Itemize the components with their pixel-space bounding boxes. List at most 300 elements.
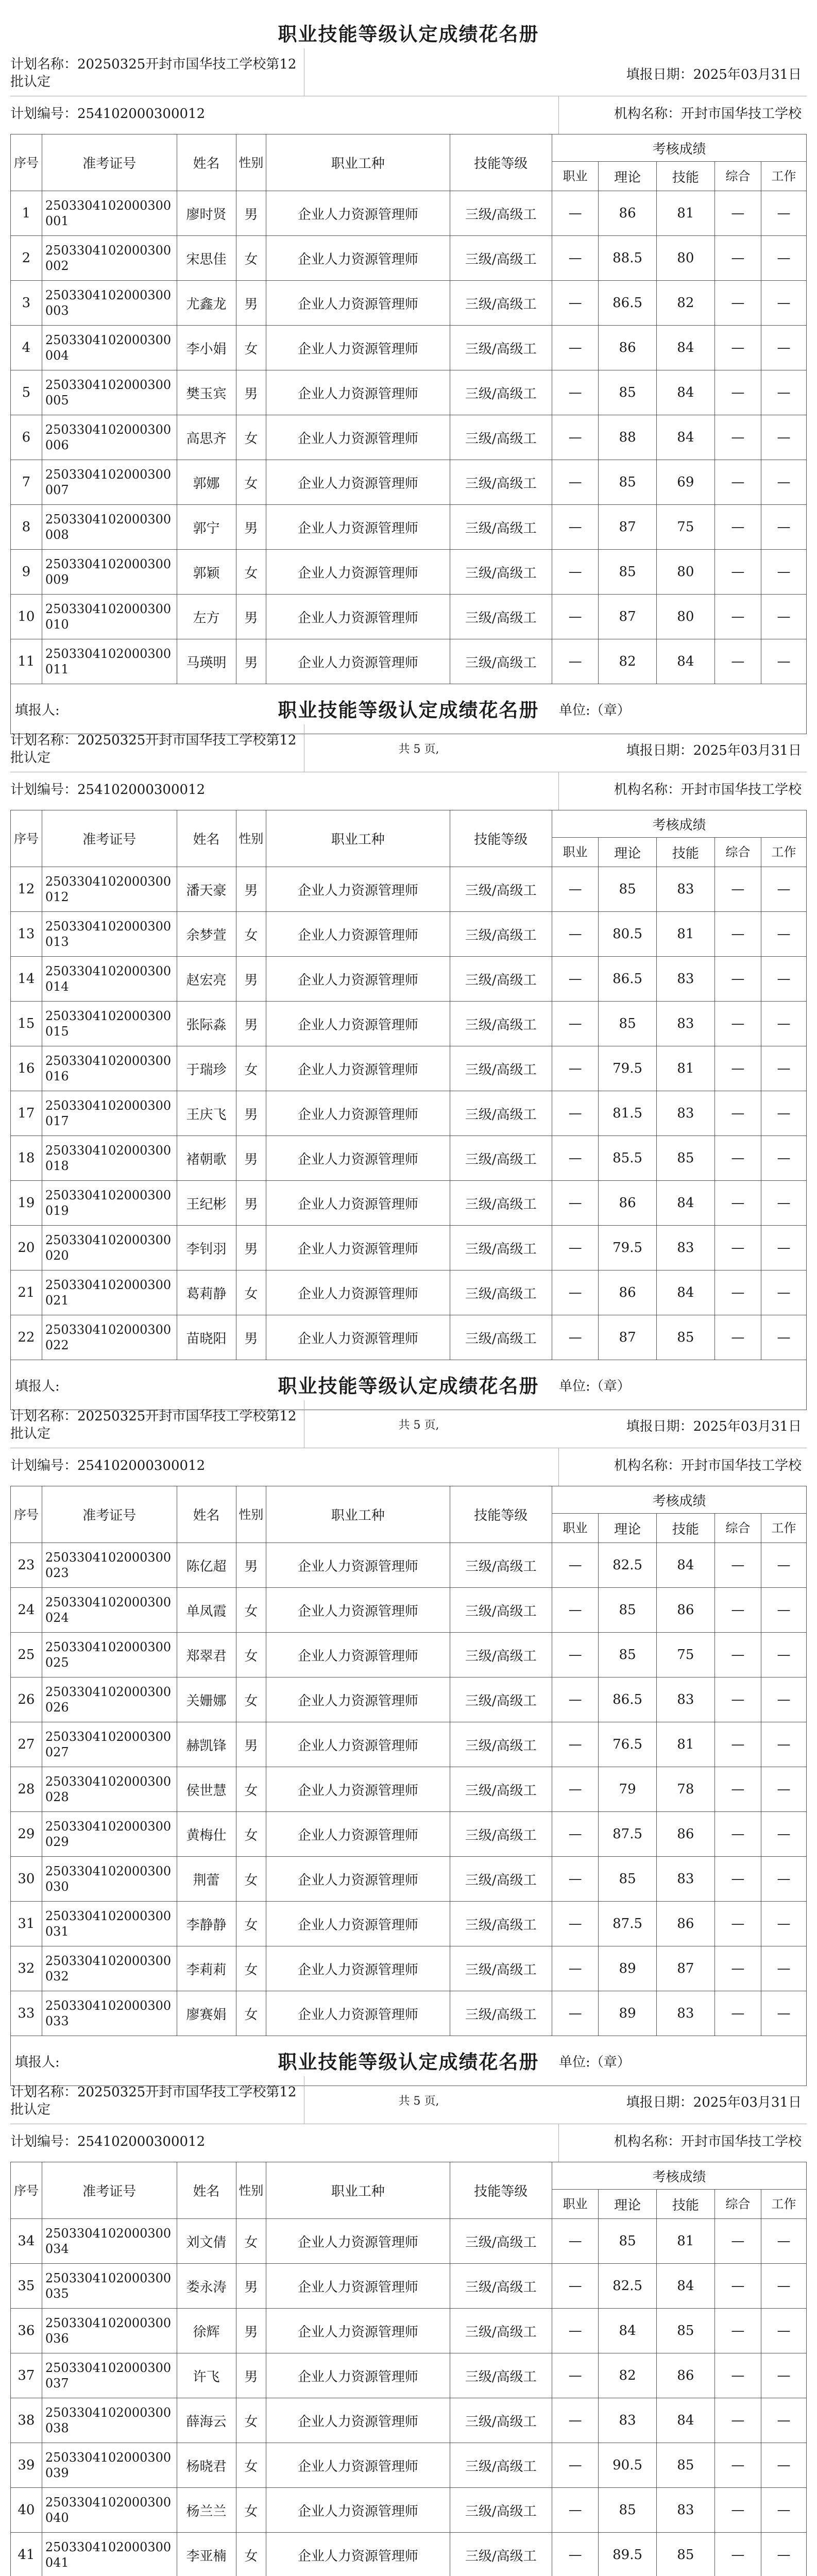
header-theory: 理论 [599, 838, 657, 867]
table-row [11, 912, 807, 957]
cell-seq: 8 [11, 505, 42, 550]
table-row [11, 595, 807, 639]
cell-career-score: — [552, 1633, 599, 1677]
cell-seq: 11 [11, 639, 42, 684]
cell-name: 刘文倩 [177, 2219, 236, 2264]
cell-level: 三级/高级工 [450, 2219, 552, 2264]
cell-seq: 10 [11, 595, 42, 639]
cell-theory-score: 85 [599, 1857, 657, 1902]
roster-sheet-page-1 [10, 0, 807, 765]
cell-seq: 15 [11, 1002, 42, 1046]
cell-level: 三级/高级工 [450, 1991, 552, 2036]
cell-name: 高思齐 [177, 415, 236, 460]
cell-seq: 40 [11, 2488, 42, 2533]
cell-comprehensive-score: — [714, 550, 761, 595]
cell-theory-score: 80.5 [599, 912, 657, 957]
cell-ticket: 2503304102000300004 [42, 326, 177, 370]
cell-name: 张际淼 [177, 1002, 236, 1046]
cell-skill-score: 86 [656, 1812, 714, 1857]
cell-work-score: — [761, 1226, 806, 1270]
cell-skill-score: 87 [656, 1946, 714, 1991]
cell-seq: 1 [11, 191, 42, 236]
cell-skill-score: 84 [656, 1543, 714, 1588]
meta-divider [558, 2124, 559, 2162]
cell-gender: 女 [236, 1270, 266, 1315]
header-level: 技能等级 [450, 134, 552, 191]
cell-gender: 男 [236, 1722, 266, 1767]
page-info: 共 5 页, [398, 2095, 439, 2108]
score-table [10, 134, 807, 684]
meta-divider [558, 1448, 559, 1486]
cell-gender: 男 [236, 191, 266, 236]
cell-theory-score: 85.5 [599, 1136, 657, 1181]
cell-comprehensive-score: — [714, 281, 761, 326]
cell-work-score: — [761, 1588, 806, 1633]
cell-skill-score: 85 [656, 2309, 714, 2353]
cell-skill-score: 84 [656, 2398, 714, 2443]
cell-career-score: — [552, 281, 599, 326]
cell-career-score: — [552, 1270, 599, 1315]
cell-level: 三级/高级工 [450, 281, 552, 326]
cell-work-score: — [761, 912, 806, 957]
cell-seq: 17 [11, 1091, 42, 1136]
cell-name: 荆蕾 [177, 1857, 236, 1902]
cell-career-score: — [552, 370, 599, 415]
cell-comprehensive-score: — [714, 1857, 761, 1902]
cell-skill-score: 86 [656, 1588, 714, 1633]
cell-theory-score: 87 [599, 595, 657, 639]
cell-level: 三级/高级工 [450, 1270, 552, 1315]
cell-seq: 36 [11, 2309, 42, 2353]
cell-theory-score: 86 [599, 1270, 657, 1315]
header-skill: 技能 [656, 2190, 714, 2219]
cell-gender: 男 [236, 1315, 266, 1360]
cell-ticket: 2503304102000300024 [42, 1588, 177, 1633]
cell-seq: 14 [11, 957, 42, 1002]
org-name: 机构名称：开封市国华技工学校 [614, 1458, 802, 1473]
header-gender: 性别 [236, 134, 266, 191]
cell-theory-score: 89 [599, 1946, 657, 1991]
header-work: 工作 [761, 838, 806, 867]
cell-career-score: — [552, 326, 599, 370]
cell-ticket: 2503304102000300031 [42, 1902, 177, 1946]
cell-theory-score: 85 [599, 1002, 657, 1046]
meta-divider [558, 772, 559, 810]
cell-gender: 女 [236, 1767, 266, 1812]
header-scores: 考核成绩 [552, 134, 807, 162]
cell-name: 李钊羽 [177, 1226, 236, 1270]
cell-gender: 男 [236, 1091, 266, 1136]
cell-level: 三级/高级工 [450, 1588, 552, 1633]
cell-name: 李莉莉 [177, 1946, 236, 1991]
cell-skill-score: 85 [656, 1136, 714, 1181]
cell-career-score: — [552, 2309, 599, 2353]
cell-theory-score: 86.5 [599, 1677, 657, 1722]
cell-ticket: 2503304102000300033 [42, 1991, 177, 2036]
cell-job: 企业人力资源管理师 [266, 415, 450, 460]
cell-job: 企业人力资源管理师 [266, 1181, 450, 1226]
cell-career-score: — [552, 460, 599, 505]
cell-level: 三级/高级工 [450, 1812, 552, 1857]
cell-gender: 女 [236, 2219, 266, 2264]
cell-work-score: — [761, 326, 806, 370]
cell-level: 三级/高级工 [450, 505, 552, 550]
cell-work-score: — [761, 1857, 806, 1902]
cell-gender: 男 [236, 2264, 266, 2309]
plan-number: 计划编号：254102000300012 [10, 782, 206, 798]
cell-career-score: — [552, 2488, 599, 2533]
sheet-meta [10, 2076, 807, 2162]
cell-work-score: — [761, 1136, 806, 1181]
cell-work-score: — [761, 505, 806, 550]
table-row [11, 2264, 807, 2309]
cell-seq: 35 [11, 2264, 42, 2309]
plan-name: 计划名称：20250325开封市国华技工学校第12批认定 [10, 1409, 297, 1442]
cell-seq: 3 [11, 281, 42, 326]
cell-theory-score: 82.5 [599, 1543, 657, 1588]
cell-seq: 7 [11, 460, 42, 505]
cell-gender: 女 [236, 236, 266, 281]
cell-theory-score: 85 [599, 550, 657, 595]
cell-work-score: — [761, 2264, 806, 2309]
cell-ticket: 2503304102000300003 [42, 281, 177, 326]
cell-comprehensive-score: — [714, 460, 761, 505]
table-row [11, 1181, 807, 1226]
cell-comprehensive-score: — [714, 639, 761, 684]
cell-skill-score: 84 [656, 2264, 714, 2309]
cell-ticket: 2503304102000300008 [42, 505, 177, 550]
cell-theory-score: 86 [599, 191, 657, 236]
cell-name: 廖时贤 [177, 191, 236, 236]
table-row [11, 2443, 807, 2488]
sheet-meta [10, 724, 807, 810]
cell-job: 企业人力资源管理师 [266, 2219, 450, 2264]
header-ticket: 准考证号 [42, 810, 177, 867]
cell-work-score: — [761, 1946, 806, 1991]
cell-comprehensive-score: — [714, 1588, 761, 1633]
cell-theory-score: 79.5 [599, 1046, 657, 1091]
cell-level: 三级/高级工 [450, 2309, 552, 2353]
cell-work-score: — [761, 2309, 806, 2353]
cell-name: 余梦萱 [177, 912, 236, 957]
cell-ticket: 2503304102000300010 [42, 595, 177, 639]
cell-job: 企业人力资源管理师 [266, 1046, 450, 1091]
cell-career-score: — [552, 1588, 599, 1633]
plan-name: 计划名称：20250325开封市国华技工学校第12批认定 [10, 733, 297, 766]
cell-name: 单凤霞 [177, 1588, 236, 1633]
cell-skill-score: 86 [656, 2353, 714, 2398]
org-name: 机构名称：开封市国华技工学校 [614, 106, 802, 122]
table-row [11, 1226, 807, 1270]
cell-level: 三级/高级工 [450, 1633, 552, 1677]
cell-gender: 女 [236, 912, 266, 957]
cell-career-score: — [552, 1857, 599, 1902]
cell-seq: 2 [11, 236, 42, 281]
table-row [11, 2353, 807, 2398]
cell-career-score: — [552, 1315, 599, 1360]
cell-seq: 41 [11, 2533, 42, 2576]
unit-seal-label: 单位:（章） [559, 703, 631, 718]
cell-seq: 19 [11, 1181, 42, 1226]
cell-job: 企业人力资源管理师 [266, 326, 450, 370]
table-row [11, 1857, 807, 1902]
cell-job: 企业人力资源管理师 [266, 2398, 450, 2443]
table-row [11, 957, 807, 1002]
cell-name: 陈亿超 [177, 1543, 236, 1588]
cell-gender: 男 [236, 370, 266, 415]
cell-ticket: 2503304102000300013 [42, 912, 177, 957]
header-name: 姓名 [177, 1486, 236, 1543]
cell-gender: 女 [236, 1046, 266, 1091]
cell-skill-score: 80 [656, 595, 714, 639]
cell-level: 三级/高级工 [450, 415, 552, 460]
cell-career-score: — [552, 1046, 599, 1091]
cell-level: 三级/高级工 [450, 1946, 552, 1991]
cell-comprehensive-score: — [714, 236, 761, 281]
cell-theory-score: 86 [599, 326, 657, 370]
header-gender: 性别 [236, 1486, 266, 1543]
cell-work-score: — [761, 1002, 806, 1046]
cell-level: 三级/高级工 [450, 957, 552, 1002]
cell-career-score: — [552, 236, 599, 281]
cell-ticket: 2503304102000300030 [42, 1857, 177, 1902]
header-career: 职业 [552, 2190, 599, 2219]
cell-name: 郭宁 [177, 505, 236, 550]
cell-career-score: — [552, 191, 599, 236]
cell-seq: 28 [11, 1767, 42, 1812]
cell-gender: 女 [236, 1991, 266, 2036]
cell-job: 企业人力资源管理师 [266, 281, 450, 326]
cell-comprehensive-score: — [714, 1270, 761, 1315]
header-comprehensive: 综合 [714, 2190, 761, 2219]
cell-seq: 25 [11, 1633, 42, 1677]
cell-name: 左方 [177, 595, 236, 639]
header-career: 职业 [552, 838, 599, 867]
cell-seq: 22 [11, 1315, 42, 1360]
cell-seq: 9 [11, 550, 42, 595]
cell-gender: 女 [236, 460, 266, 505]
unit-seal-label: 单位:（章） [559, 1379, 631, 1394]
cell-theory-score: 85 [599, 460, 657, 505]
cell-seq: 34 [11, 2219, 42, 2264]
meta-divider [558, 96, 559, 134]
table-row [11, 1767, 807, 1812]
cell-career-score: — [552, 550, 599, 595]
cell-work-score: — [761, 1046, 806, 1091]
cell-skill-score: 84 [656, 415, 714, 460]
cell-skill-score: 83 [656, 1002, 714, 1046]
cell-theory-score: 86.5 [599, 957, 657, 1002]
cell-name: 关姗娜 [177, 1677, 236, 1722]
cell-work-score: — [761, 1767, 806, 1812]
cell-level: 三级/高级工 [450, 2443, 552, 2488]
cell-ticket: 2503304102000300007 [42, 460, 177, 505]
table-row [11, 1588, 807, 1633]
cell-seq: 16 [11, 1046, 42, 1091]
cell-ticket: 2503304102000300041 [42, 2533, 177, 2576]
cell-job: 企业人力资源管理师 [266, 1633, 450, 1677]
cell-career-score: — [552, 1091, 599, 1136]
cell-comprehensive-score: — [714, 1812, 761, 1857]
cell-work-score: — [761, 370, 806, 415]
cell-ticket: 2503304102000300016 [42, 1046, 177, 1091]
cell-level: 三级/高级工 [450, 1046, 552, 1091]
cell-comprehensive-score: — [714, 912, 761, 957]
cell-level: 三级/高级工 [450, 2264, 552, 2309]
cell-gender: 女 [236, 1677, 266, 1722]
cell-work-score: — [761, 957, 806, 1002]
cell-work-score: — [761, 2219, 806, 2264]
header-theory: 理论 [599, 162, 657, 191]
cell-seq: 26 [11, 1677, 42, 1722]
cell-comprehensive-score: — [714, 1136, 761, 1181]
cell-work-score: — [761, 1315, 806, 1360]
cell-job: 企业人力资源管理师 [266, 1812, 450, 1857]
cell-level: 三级/高级工 [450, 550, 552, 595]
cell-level: 三级/高级工 [450, 1136, 552, 1181]
cell-job: 企业人力资源管理师 [266, 2264, 450, 2309]
cell-career-score: — [552, 2219, 599, 2264]
cell-comprehensive-score: — [714, 2309, 761, 2353]
header-ticket: 准考证号 [42, 134, 177, 191]
header-seq: 序号 [11, 134, 42, 191]
cell-ticket: 2503304102000300012 [42, 867, 177, 912]
cell-theory-score: 89 [599, 1991, 657, 2036]
cell-job: 企业人力资源管理师 [266, 460, 450, 505]
cell-job: 企业人力资源管理师 [266, 505, 450, 550]
cell-comprehensive-score: — [714, 1091, 761, 1136]
cell-name: 侯世慧 [177, 1767, 236, 1812]
cell-comprehensive-score: — [714, 2219, 761, 2264]
score-table [10, 810, 807, 1360]
cell-seq: 31 [11, 1902, 42, 1946]
header-work: 工作 [761, 162, 806, 191]
cell-name: 赫凯锋 [177, 1722, 236, 1767]
cell-job: 企业人力资源管理师 [266, 1136, 450, 1181]
cell-career-score: — [552, 639, 599, 684]
cell-comprehensive-score: — [714, 1767, 761, 1812]
cell-job: 企业人力资源管理师 [266, 2533, 450, 2576]
cell-skill-score: 81 [656, 191, 714, 236]
cell-career-score: — [552, 957, 599, 1002]
cell-skill-score: 81 [656, 1722, 714, 1767]
cell-job: 企业人力资源管理师 [266, 1270, 450, 1315]
cell-gender: 女 [236, 2443, 266, 2488]
cell-seq: 37 [11, 2353, 42, 2398]
cell-ticket: 2503304102000300032 [42, 1946, 177, 1991]
cell-comprehensive-score: — [714, 1226, 761, 1270]
cell-level: 三级/高级工 [450, 639, 552, 684]
cell-job: 企业人力资源管理师 [266, 2443, 450, 2488]
cell-skill-score: 83 [656, 1091, 714, 1136]
cell-skill-score: 86 [656, 1902, 714, 1946]
cell-career-score: — [552, 1767, 599, 1812]
cell-seq: 18 [11, 1136, 42, 1181]
cell-gender: 男 [236, 595, 266, 639]
cell-skill-score: 83 [656, 1991, 714, 2036]
cell-skill-score: 84 [656, 370, 714, 415]
cell-skill-score: 82 [656, 281, 714, 326]
cell-skill-score: 80 [656, 550, 714, 595]
cell-job: 企业人力资源管理师 [266, 1722, 450, 1767]
header-level: 技能等级 [450, 810, 552, 867]
cell-comprehensive-score: — [714, 1002, 761, 1046]
cell-theory-score: 82 [599, 639, 657, 684]
roster-sheet-page-2 [10, 676, 807, 1441]
table-row [11, 1902, 807, 1946]
cell-career-score: — [552, 595, 599, 639]
cell-work-score: — [761, 550, 806, 595]
cell-level: 三级/高级工 [450, 1902, 552, 1946]
cell-name: 王纪彬 [177, 1181, 236, 1226]
cell-comprehensive-score: — [714, 1946, 761, 1991]
filler-label: 填报人: [15, 703, 60, 718]
header-gender: 性别 [236, 2162, 266, 2219]
header-seq: 序号 [11, 810, 42, 867]
fill-date: 填报日期：2025年03月31日 [626, 67, 802, 82]
cell-seq: 33 [11, 1991, 42, 2036]
table-row [11, 1136, 807, 1181]
cell-level: 三级/高级工 [450, 1767, 552, 1812]
cell-job: 企业人力资源管理师 [266, 191, 450, 236]
header-work: 工作 [761, 2190, 806, 2219]
plan-name: 计划名称：20250325开封市国华技工学校第12批认定 [10, 57, 297, 90]
cell-gender: 女 [236, 2533, 266, 2576]
cell-name: 宋思佳 [177, 236, 236, 281]
cell-job: 企业人力资源管理师 [266, 1091, 450, 1136]
cell-career-score: — [552, 2264, 599, 2309]
cell-theory-score: 87.5 [599, 1902, 657, 1946]
cell-name: 郭娜 [177, 460, 236, 505]
header-comprehensive: 综合 [714, 1514, 761, 1543]
plan-number: 计划编号：254102000300012 [10, 106, 206, 122]
header-skill: 技能 [656, 1514, 714, 1543]
cell-comprehensive-score: — [714, 595, 761, 639]
cell-gender: 女 [236, 1588, 266, 1633]
cell-theory-score: 82 [599, 2353, 657, 2398]
cell-theory-score: 85 [599, 2219, 657, 2264]
cell-job: 企业人力资源管理师 [266, 1588, 450, 1633]
cell-comprehensive-score: — [714, 1181, 761, 1226]
cell-skill-score: 78 [656, 1767, 714, 1812]
cell-name: 郭颖 [177, 550, 236, 595]
cell-ticket: 2503304102000300039 [42, 2443, 177, 2488]
cell-gender: 男 [236, 1002, 266, 1046]
cell-skill-score: 83 [656, 1857, 714, 1902]
cell-work-score: — [761, 460, 806, 505]
cell-career-score: — [552, 1543, 599, 1588]
cell-name: 郑翠君 [177, 1633, 236, 1677]
fill-date: 填报日期：2025年03月31日 [626, 2095, 802, 2110]
cell-job: 企业人力资源管理师 [266, 1543, 450, 1588]
cell-level: 三级/高级工 [450, 1181, 552, 1226]
cell-theory-score: 85 [599, 1633, 657, 1677]
cell-job: 企业人力资源管理师 [266, 1991, 450, 2036]
header-level: 技能等级 [450, 1486, 552, 1543]
cell-job: 企业人力资源管理师 [266, 1857, 450, 1902]
cell-work-score: — [761, 1181, 806, 1226]
cell-ticket: 2503304102000300025 [42, 1633, 177, 1677]
cell-name: 赵宏亮 [177, 957, 236, 1002]
cell-theory-score: 87.5 [599, 1812, 657, 1857]
cell-theory-score: 86.5 [599, 281, 657, 326]
header-name: 姓名 [177, 810, 236, 867]
cell-work-score: — [761, 1633, 806, 1677]
cell-gender: 男 [236, 639, 266, 684]
cell-gender: 男 [236, 867, 266, 912]
cell-skill-score: 81 [656, 1046, 714, 1091]
cell-theory-score: 79 [599, 1767, 657, 1812]
